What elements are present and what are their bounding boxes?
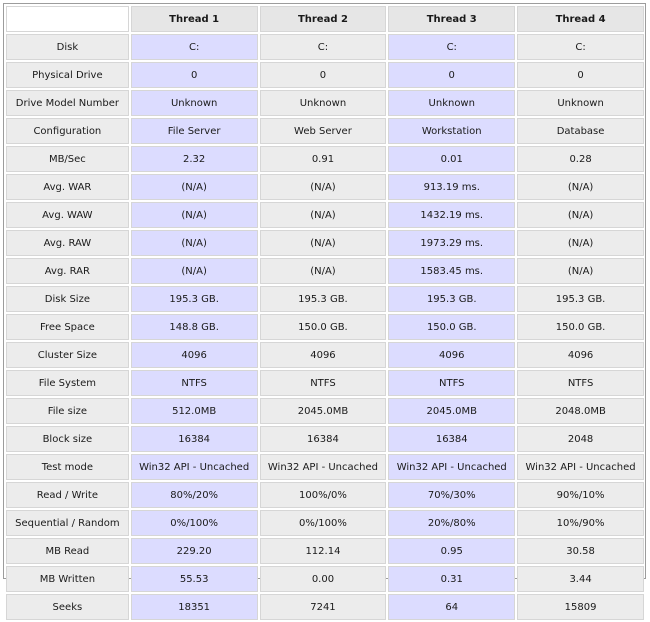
table-cell-thread-4: 150.0 GB. xyxy=(517,314,644,340)
table-cell-thread-4: 2048.0MB xyxy=(517,398,644,424)
table-cell-thread-4: 4096 xyxy=(517,342,644,368)
table-cell-thread-3: Workstation xyxy=(388,118,515,144)
table-row xyxy=(6,258,644,284)
row-label: Free Space xyxy=(6,314,129,340)
table-cell-thread-3: 16384 xyxy=(388,426,515,452)
table-cell-thread-1: 80%/20% xyxy=(131,482,258,508)
table-cell-thread-1: 55.53 xyxy=(131,566,258,592)
row-label: Physical Drive xyxy=(6,62,129,88)
row-label: Seeks xyxy=(6,594,129,620)
table-cell-thread-2: (N/A) xyxy=(260,230,387,256)
table-cell-thread-4: (N/A) xyxy=(517,174,644,200)
table-row xyxy=(6,118,644,144)
table-cell-thread-4: 0 xyxy=(517,62,644,88)
table-cell-thread-1: 148.8 GB. xyxy=(131,314,258,340)
table-row xyxy=(6,202,644,228)
row-label: File size xyxy=(6,398,129,424)
table-row xyxy=(6,230,644,256)
table-cell-thread-4: NTFS xyxy=(517,370,644,396)
table-cell-thread-2: 7241 xyxy=(260,594,387,620)
table-cell-thread-2: 0%/100% xyxy=(260,510,387,536)
table-cell-thread-2: 0 xyxy=(260,62,387,88)
table-cell-thread-2: 16384 xyxy=(260,426,387,452)
table-cell-thread-2: (N/A) xyxy=(260,202,387,228)
table-cell-thread-2: Unknown xyxy=(260,90,387,116)
table-cell-thread-1: (N/A) xyxy=(131,230,258,256)
table-cell-thread-4: Unknown xyxy=(517,90,644,116)
table-row xyxy=(6,286,644,312)
table-cell-thread-3: 150.0 GB. xyxy=(388,314,515,340)
table-row xyxy=(6,566,644,592)
row-label: Test mode xyxy=(6,454,129,480)
table-cell-thread-4: 3.44 xyxy=(517,566,644,592)
table-cell-thread-4: 90%/10% xyxy=(517,482,644,508)
table-cell-thread-2: NTFS xyxy=(260,370,387,396)
table-cell-thread-2: 150.0 GB. xyxy=(260,314,387,340)
table-cell-thread-2: 100%/0% xyxy=(260,482,387,508)
header-thread-1: Thread 1 xyxy=(131,6,258,32)
table-cell-thread-3: 64 xyxy=(388,594,515,620)
table-cell-thread-2: 4096 xyxy=(260,342,387,368)
table-cell-thread-1: (N/A) xyxy=(131,202,258,228)
header-row xyxy=(6,6,644,32)
table-cell-thread-3: 1583.45 ms. xyxy=(388,258,515,284)
row-label: Configuration xyxy=(6,118,129,144)
table-row xyxy=(6,510,644,536)
table-cell-thread-4: (N/A) xyxy=(517,230,644,256)
table-cell-thread-4: 0.28 xyxy=(517,146,644,172)
row-label: Cluster Size xyxy=(6,342,129,368)
table-cell-thread-2: 195.3 GB. xyxy=(260,286,387,312)
header-thread-3: Thread 3 xyxy=(388,6,515,32)
table-cell-thread-4: (N/A) xyxy=(517,258,644,284)
table-cell-thread-3: 913.19 ms. xyxy=(388,174,515,200)
table-cell-thread-1: 18351 xyxy=(131,594,258,620)
table-row xyxy=(6,34,644,60)
table-cell-thread-1: 2.32 xyxy=(131,146,258,172)
table-cell-thread-3: 0.31 xyxy=(388,566,515,592)
table-cell-thread-3: 4096 xyxy=(388,342,515,368)
table-row xyxy=(6,426,644,452)
row-label: Sequential / Random xyxy=(6,510,129,536)
header-thread-4: Thread 4 xyxy=(517,6,644,32)
header-thread-2: Thread 2 xyxy=(260,6,387,32)
row-label: MB Written xyxy=(6,566,129,592)
table-cell-thread-4: Database xyxy=(517,118,644,144)
table-cell-thread-2: Win32 API - Uncached xyxy=(260,454,387,480)
table-cell-thread-1: 0 xyxy=(131,62,258,88)
table-row xyxy=(6,482,644,508)
table-cell-thread-1: C: xyxy=(131,34,258,60)
row-label: MB Read xyxy=(6,538,129,564)
table-cell-thread-3: NTFS xyxy=(388,370,515,396)
table-cell-thread-3: 0 xyxy=(388,62,515,88)
table-cell-thread-1: (N/A) xyxy=(131,174,258,200)
table-cell-thread-3: Unknown xyxy=(388,90,515,116)
row-label: Disk Size xyxy=(6,286,129,312)
row-label: Disk xyxy=(6,34,129,60)
table-cell-thread-4: C: xyxy=(517,34,644,60)
table-cell-thread-3: 20%/80% xyxy=(388,510,515,536)
table-cell-thread-3: C: xyxy=(388,34,515,60)
table-row xyxy=(6,342,644,368)
table-cell-thread-2: (N/A) xyxy=(260,174,387,200)
table-cell-thread-1: Unknown xyxy=(131,90,258,116)
table-cell-thread-4: Win32 API - Uncached xyxy=(517,454,644,480)
row-label: Block size xyxy=(6,426,129,452)
table-cell-thread-2: C: xyxy=(260,34,387,60)
table-row xyxy=(6,314,644,340)
table-cell-thread-3: Win32 API - Uncached xyxy=(388,454,515,480)
table-cell-thread-2: (N/A) xyxy=(260,258,387,284)
row-label: Read / Write xyxy=(6,482,129,508)
benchmark-results-table xyxy=(4,4,646,622)
table-cell-thread-1: NTFS xyxy=(131,370,258,396)
table-cell-thread-2: 2045.0MB xyxy=(260,398,387,424)
table-row xyxy=(6,90,644,116)
table-cell-thread-1: (N/A) xyxy=(131,258,258,284)
table-cell-thread-3: 195.3 GB. xyxy=(388,286,515,312)
table-cell-thread-4: 15809 xyxy=(517,594,644,620)
table-cell-thread-2: 112.14 xyxy=(260,538,387,564)
table-row xyxy=(6,594,644,620)
table-cell-thread-1: 4096 xyxy=(131,342,258,368)
row-label: Drive Model Number xyxy=(6,90,129,116)
header-corner xyxy=(6,6,129,32)
table-cell-thread-2: Web Server xyxy=(260,118,387,144)
table-cell-thread-1: File Server xyxy=(131,118,258,144)
table-cell-thread-4: (N/A) xyxy=(517,202,644,228)
table-row xyxy=(6,62,644,88)
table-cell-thread-1: Win32 API - Uncached xyxy=(131,454,258,480)
row-label: File System xyxy=(6,370,129,396)
table-row xyxy=(6,146,644,172)
row-label: Avg. WAR xyxy=(6,174,129,200)
table-cell-thread-4: 2048 xyxy=(517,426,644,452)
table-cell-thread-1: 195.3 GB. xyxy=(131,286,258,312)
table-row xyxy=(6,538,644,564)
table-cell-thread-1: 16384 xyxy=(131,426,258,452)
row-label: Avg. RAW xyxy=(6,230,129,256)
table-cell-thread-1: 0%/100% xyxy=(131,510,258,536)
table-row xyxy=(6,454,644,480)
table-cell-thread-4: 195.3 GB. xyxy=(517,286,644,312)
table-cell-thread-2: 0.91 xyxy=(260,146,387,172)
table-cell-thread-3: 70%/30% xyxy=(388,482,515,508)
row-label: MB/Sec xyxy=(6,146,129,172)
table-cell-thread-2: 0.00 xyxy=(260,566,387,592)
table-cell-thread-3: 1432.19 ms. xyxy=(388,202,515,228)
table-row xyxy=(6,398,644,424)
table-row xyxy=(6,174,644,200)
table-cell-thread-1: 229.20 xyxy=(131,538,258,564)
table-cell-thread-4: 10%/90% xyxy=(517,510,644,536)
table-cell-thread-1: 512.0MB xyxy=(131,398,258,424)
table-cell-thread-3: 1973.29 ms. xyxy=(388,230,515,256)
table-cell-thread-3: 0.01 xyxy=(388,146,515,172)
row-label: Avg. RAR xyxy=(6,258,129,284)
row-label: Avg. WAW xyxy=(6,202,129,228)
table-cell-thread-4: 30.58 xyxy=(517,538,644,564)
table-row xyxy=(6,370,644,396)
table-cell-thread-3: 2045.0MB xyxy=(388,398,515,424)
table-cell-thread-3: 0.95 xyxy=(388,538,515,564)
